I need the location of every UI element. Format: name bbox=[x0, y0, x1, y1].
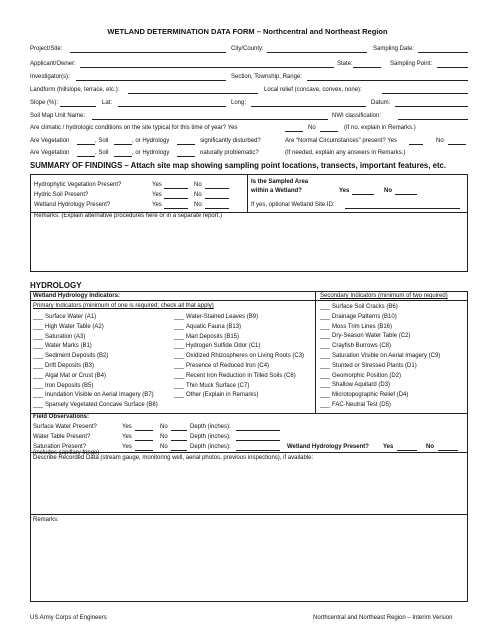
primary-indicator-label: Inundation Visible on Aerial Imagery (B7) bbox=[45, 392, 154, 399]
city-county-field[interactable] bbox=[267, 52, 367, 53]
climatic-question: Are climatic / hydrologic conditions on the site typical for this time of year? Yes bbox=[30, 125, 238, 131]
section-township-range-field[interactable] bbox=[307, 80, 468, 81]
datum-label: Datum: bbox=[371, 100, 391, 106]
secondary-indicator-checkbox[interactable]: ___ bbox=[320, 304, 331, 310]
saturation-depth-field[interactable] bbox=[236, 450, 280, 451]
secondary-indicator-label: Drainage Patterns (B10) bbox=[332, 313, 397, 320]
secondary-indicator-checkbox[interactable]: ___ bbox=[320, 333, 331, 340]
soil-map-unit-label: Soil Map Unit Name: bbox=[30, 113, 86, 119]
summary-row-label: Hydrophytic Vegetation Present? bbox=[34, 182, 122, 188]
project-site-label: Project/Site: bbox=[30, 46, 63, 52]
recorded-data-label: Describe Recorded Data (stream gauge, monitoring well, aerial photos, previous inspections), if available: bbox=[33, 455, 314, 461]
problematic-soil-field[interactable] bbox=[114, 156, 132, 157]
primary-indicator-checkbox[interactable]: ___ bbox=[174, 372, 185, 379]
primary-indicator-checkbox[interactable]: ___ bbox=[174, 382, 185, 389]
primary-indicator-checkbox[interactable]: ___ bbox=[174, 333, 185, 340]
surface-water-no-label: No bbox=[160, 424, 168, 430]
primary-indicators-label: Primary Indicators (minimum of one is required; check all that apply) bbox=[33, 303, 214, 309]
climatic-yes-field[interactable] bbox=[285, 131, 303, 132]
primary-indicator-label: Marl Deposits (B15) bbox=[186, 333, 240, 340]
indicators-label: Wetland Hydrology Indicators: bbox=[33, 293, 120, 299]
applicant-owner-field[interactable] bbox=[80, 67, 334, 68]
primary-indicator-checkbox[interactable]: ___ bbox=[174, 314, 185, 320]
long-field[interactable] bbox=[251, 106, 366, 107]
local-relief-field[interactable] bbox=[382, 93, 468, 94]
slope-field[interactable] bbox=[60, 106, 96, 107]
secondary-indicator-checkbox[interactable]: ___ bbox=[320, 353, 331, 359]
problematic-end: naturally problematic? bbox=[200, 150, 259, 156]
capillary-fringe-note: (includes capillary fringe) bbox=[33, 450, 100, 456]
wetland-hydrology-question: Wetland Hydrology Present? bbox=[287, 444, 369, 450]
water-table-depth-label: Depth (inches): bbox=[190, 434, 231, 440]
primary-indicator-checkbox[interactable]: ___ bbox=[33, 314, 44, 320]
problematic-vegetation-field[interactable] bbox=[77, 156, 95, 157]
water-table-yes-field[interactable] bbox=[135, 440, 153, 441]
soil-map-unit-field[interactable] bbox=[92, 119, 328, 120]
saturation-no-label: No bbox=[160, 444, 168, 450]
sampled-yes-label: Yes bbox=[339, 188, 350, 194]
optional-site-id-label: If yes, optional Wetland Site ID: bbox=[251, 202, 335, 208]
saturation-yes-label: Yes bbox=[122, 444, 132, 450]
normal-no-field[interactable] bbox=[448, 144, 466, 145]
secondary-indicator-label: Moss Trim Lines (B16) bbox=[332, 323, 393, 330]
secondary-indicator-checkbox[interactable]: ___ bbox=[320, 343, 331, 350]
summary-yes-label: Yes bbox=[152, 192, 162, 198]
lat-label: Lat: bbox=[102, 100, 113, 106]
water-table-no-field[interactable] bbox=[171, 440, 187, 441]
disturbed-soil-label: , Soil bbox=[95, 138, 109, 144]
hydrology-remarks-field[interactable] bbox=[32, 525, 466, 600]
climatic-no-field[interactable] bbox=[320, 131, 338, 132]
primary-indicator-label: High Water Table (A2) bbox=[45, 323, 104, 330]
surface-water-depth-label: Depth (inches): bbox=[190, 424, 231, 430]
surface-water-yes-label: Yes bbox=[122, 424, 132, 430]
state-field[interactable] bbox=[353, 67, 381, 68]
problematic-note: (If needed, explain any answers in Remarks.) bbox=[285, 150, 406, 156]
summary-yes-field[interactable] bbox=[164, 188, 188, 189]
summary-no-field[interactable] bbox=[205, 188, 229, 189]
section-township-range-label: Section, Township, Range: bbox=[231, 74, 302, 80]
primary-indicator-checkbox[interactable]: ___ bbox=[33, 392, 44, 399]
primary-indicator-label: Iron Deposits (B5) bbox=[45, 382, 94, 389]
water-table-no-label: No bbox=[160, 434, 168, 440]
sampling-point-field[interactable] bbox=[437, 67, 468, 68]
primary-indicator-label: Drift Deposits (B3) bbox=[45, 363, 95, 369]
wetland-hydrology-no-field[interactable] bbox=[438, 450, 458, 451]
disturbed-hydrology-field[interactable] bbox=[177, 144, 195, 145]
sampling-date-label: Sampling Date: bbox=[373, 46, 415, 52]
secondary-indicator-label: Crayfish Burrows (C8) bbox=[332, 343, 392, 350]
wetland-hydrology-no-label: No bbox=[426, 444, 434, 450]
datum-field[interactable] bbox=[395, 106, 468, 107]
summary-heading: SUMMARY OF FINDINGS – Attach site map showing sampling point locations, transects, important features, etc. bbox=[30, 161, 447, 170]
climatic-no-label: No bbox=[308, 125, 316, 131]
saturation-yes-field[interactable] bbox=[135, 450, 153, 451]
problematic-vegetation-label: Are Vegetation bbox=[30, 150, 70, 156]
nwi-field[interactable] bbox=[398, 119, 468, 120]
recorded-data-field[interactable] bbox=[32, 463, 466, 513]
lat-field[interactable] bbox=[118, 106, 226, 107]
surface-water-no-field[interactable] bbox=[171, 430, 187, 431]
secondary-indicator-label: Saturation Visible on Aerial Imagery (C9) bbox=[332, 353, 441, 359]
surface-water-depth-field[interactable] bbox=[236, 430, 280, 431]
investigators-label: Investigator(s): bbox=[30, 74, 70, 80]
landform-field[interactable] bbox=[128, 93, 258, 94]
form-title: WETLAND DETERMINATION DATA FORM – Northcentral and Northeast Region bbox=[107, 27, 388, 36]
hydrology-divider bbox=[30, 514, 468, 515]
primary-indicator-label: Surface Water (A1) bbox=[45, 314, 97, 320]
primary-indicator-label: Saturation (A3) bbox=[45, 333, 86, 340]
sampled-no-field[interactable] bbox=[395, 194, 417, 195]
secondary-indicators-label: Secondary Indicators (minimum of two required) bbox=[320, 293, 448, 299]
secondary-indicator-checkbox[interactable]: ___ bbox=[320, 323, 331, 330]
primary-indicator-label: Sparsely Vegetated Concave Surface (B8) bbox=[45, 402, 158, 409]
footer-agency: US Army Corps of Engineers bbox=[30, 615, 107, 621]
primary-indicator-label: Water-Stained Leaves (B9) bbox=[186, 314, 259, 320]
hydrology-heading: HYDROLOGY bbox=[30, 281, 82, 290]
surface-water-yes-field[interactable] bbox=[135, 430, 153, 431]
primary-indicator-checkbox[interactable]: ___ bbox=[33, 402, 44, 409]
sampling-point-label: Sampling Point: bbox=[390, 61, 433, 67]
summary-no-label: No bbox=[194, 192, 202, 198]
applicant-owner-label: Applicant/Owner: bbox=[30, 61, 76, 67]
long-label: Long: bbox=[231, 100, 247, 106]
summary-yes-field[interactable] bbox=[164, 208, 188, 209]
summary-no-label: No bbox=[194, 182, 202, 188]
water-table-yes-label: Yes bbox=[122, 434, 132, 440]
secondary-indicator-label: Surface Soil Cracks (B6) bbox=[332, 304, 398, 310]
footer-version: Northcentral and Northeast Region – Interim Version bbox=[313, 615, 453, 621]
sampled-yes-field[interactable] bbox=[352, 194, 374, 195]
sampled-no-label: No bbox=[384, 188, 392, 194]
wetland-hydrology-yes-field[interactable] bbox=[397, 450, 417, 451]
normal-circumstances-label: Are “Normal Circumstances” present? Yes bbox=[285, 138, 398, 144]
hydrology-divider bbox=[30, 413, 468, 414]
secondary-indicator-label: Microtopographic Relief (D4) bbox=[332, 392, 409, 399]
primary-indicator-label: Hydrogen Sulfide Odor (C1) bbox=[186, 343, 261, 350]
climatic-note: (If no, explain in Remarks.) bbox=[344, 125, 416, 131]
primary-indicator-label: Aquatic Fauna (B13) bbox=[186, 323, 242, 330]
disturbed-vegetation-field[interactable] bbox=[77, 144, 95, 145]
primary-indicator-checkbox[interactable]: ___ bbox=[174, 323, 185, 330]
nwi-label: NWI classification: bbox=[332, 113, 382, 119]
water-table-depth-field[interactable] bbox=[236, 440, 280, 441]
secondary-indicator-label: Shallow Aquitard (D3) bbox=[332, 382, 391, 389]
field-observations-label: Field Observations: bbox=[33, 414, 90, 420]
secondary-indicator-checkbox[interactable]: ___ bbox=[320, 372, 331, 379]
summary-divider bbox=[247, 174, 248, 212]
secondary-indicator-checkbox[interactable]: ___ bbox=[320, 362, 331, 369]
summary-yes-label: Yes bbox=[152, 182, 162, 188]
local-relief-label: Local relief (concave, convex, none): bbox=[264, 87, 362, 93]
saturation-label: Saturation Present? bbox=[33, 444, 87, 450]
summary-no-field[interactable] bbox=[205, 208, 229, 209]
primary-indicator-checkbox[interactable]: ___ bbox=[174, 392, 185, 399]
primary-indicator-label: Sediment Deposits (B2) bbox=[45, 353, 109, 360]
hydrology-remarks-label: Remarks: bbox=[33, 517, 59, 523]
landform-label: Landform (hillslope, terrace, etc.): bbox=[30, 87, 120, 93]
primary-indicator-checkbox[interactable]: ___ bbox=[33, 382, 44, 389]
primary-indicator-label: Other (Explain in Remarks) bbox=[186, 392, 259, 399]
summary-row-label: Wetland Hydrology Present? bbox=[34, 202, 111, 208]
normal-no-label: No bbox=[436, 138, 444, 144]
summary-remarks-label: Remarks: (Explain alternative procedures here or in a separate report.) bbox=[34, 213, 223, 219]
primary-indicator-checkbox[interactable]: ___ bbox=[33, 372, 44, 379]
summary-row-label: Hydric Soil Present? bbox=[34, 192, 89, 198]
primary-indicator-label: Thin Muck Surface (C7) bbox=[186, 382, 250, 389]
hydrology-divider bbox=[30, 300, 468, 301]
surface-water-label: Surface Water Present? bbox=[33, 424, 97, 430]
primary-indicator-label: Algal Mat or Crust (B4) bbox=[45, 372, 107, 379]
primary-indicator-label: Water Marks (B1) bbox=[45, 343, 92, 350]
city-county-label: City/County: bbox=[231, 46, 264, 52]
wetland-hydrology-yes-label: Yes bbox=[383, 444, 394, 450]
disturbed-vegetation-label: Are Vegetation bbox=[30, 138, 70, 144]
problematic-hydrology-field[interactable] bbox=[177, 156, 195, 157]
primary-indicator-label: Presence of Reduced Iron (C4) bbox=[186, 363, 270, 369]
disturbed-soil-field[interactable] bbox=[114, 144, 132, 145]
primary-indicator-checkbox[interactable]: ___ bbox=[33, 333, 44, 340]
normal-yes-field[interactable] bbox=[409, 144, 423, 145]
primary-indicator-label: Oxidized Rhizospheres on Living Roots (C3) bbox=[186, 353, 305, 360]
primary-indicator-checkbox[interactable]: ___ bbox=[33, 353, 44, 360]
problematic-soil-label: , Soil bbox=[95, 150, 109, 156]
secondary-indicator-checkbox[interactable]: ___ bbox=[320, 313, 331, 320]
investigators-field[interactable] bbox=[76, 80, 226, 81]
secondary-indicator-label: Dry-Season Water Table (C2) bbox=[332, 333, 411, 340]
problematic-hydrology-label: , or Hydrology bbox=[132, 150, 170, 156]
optional-site-id-field[interactable] bbox=[345, 208, 460, 209]
primary-indicator-checkbox[interactable]: ___ bbox=[33, 343, 44, 350]
primary-indicator-checkbox[interactable]: ___ bbox=[33, 363, 44, 369]
disturbed-end: significantly disturbed? bbox=[200, 138, 261, 144]
secondary-indicator-checkbox[interactable]: ___ bbox=[320, 392, 331, 399]
project-site-field[interactable] bbox=[70, 52, 226, 53]
primary-indicator-label: Recent Iron Reduction in Tilled Soils (C6) bbox=[186, 372, 296, 379]
secondary-indicator-label: FAC-Neutral Test (D5) bbox=[332, 402, 391, 408]
summary-no-field[interactable] bbox=[205, 198, 229, 199]
summary-yes-field[interactable] bbox=[164, 198, 188, 199]
summary-remarks-field[interactable] bbox=[32, 221, 466, 270]
state-label: State: bbox=[337, 61, 353, 67]
primary-indicator-checkbox[interactable]: ___ bbox=[174, 353, 185, 360]
indicators-column-divider bbox=[315, 291, 316, 413]
primary-indicator-checkbox[interactable]: ___ bbox=[33, 323, 44, 330]
secondary-indicator-label: Stunted or Stressed Plants (D1) bbox=[332, 362, 417, 369]
saturation-depth-label: Depth (inches): bbox=[190, 444, 231, 450]
saturation-no-field[interactable] bbox=[171, 450, 187, 451]
sampled-area-question: Is the Sampled Area bbox=[251, 179, 309, 185]
summary-no-label: No bbox=[194, 202, 202, 208]
water-table-label: Water Table Present? bbox=[33, 434, 91, 440]
disturbed-hydrology-label: , or Hydrology bbox=[132, 138, 170, 144]
sampling-date-field[interactable] bbox=[418, 52, 468, 53]
within-wetland-question: within a Wetland? bbox=[251, 188, 302, 194]
secondary-indicator-label: Geomorphic Position (D2) bbox=[332, 372, 402, 379]
secondary-indicator-checkbox[interactable]: ___ bbox=[320, 382, 331, 389]
secondary-indicator-checkbox[interactable]: ___ bbox=[320, 402, 331, 408]
primary-indicator-checkbox[interactable]: ___ bbox=[174, 343, 185, 350]
primary-indicator-checkbox[interactable]: ___ bbox=[174, 363, 185, 369]
slope-label: Slope (%): bbox=[30, 100, 59, 106]
summary-yes-label: Yes bbox=[152, 202, 162, 208]
